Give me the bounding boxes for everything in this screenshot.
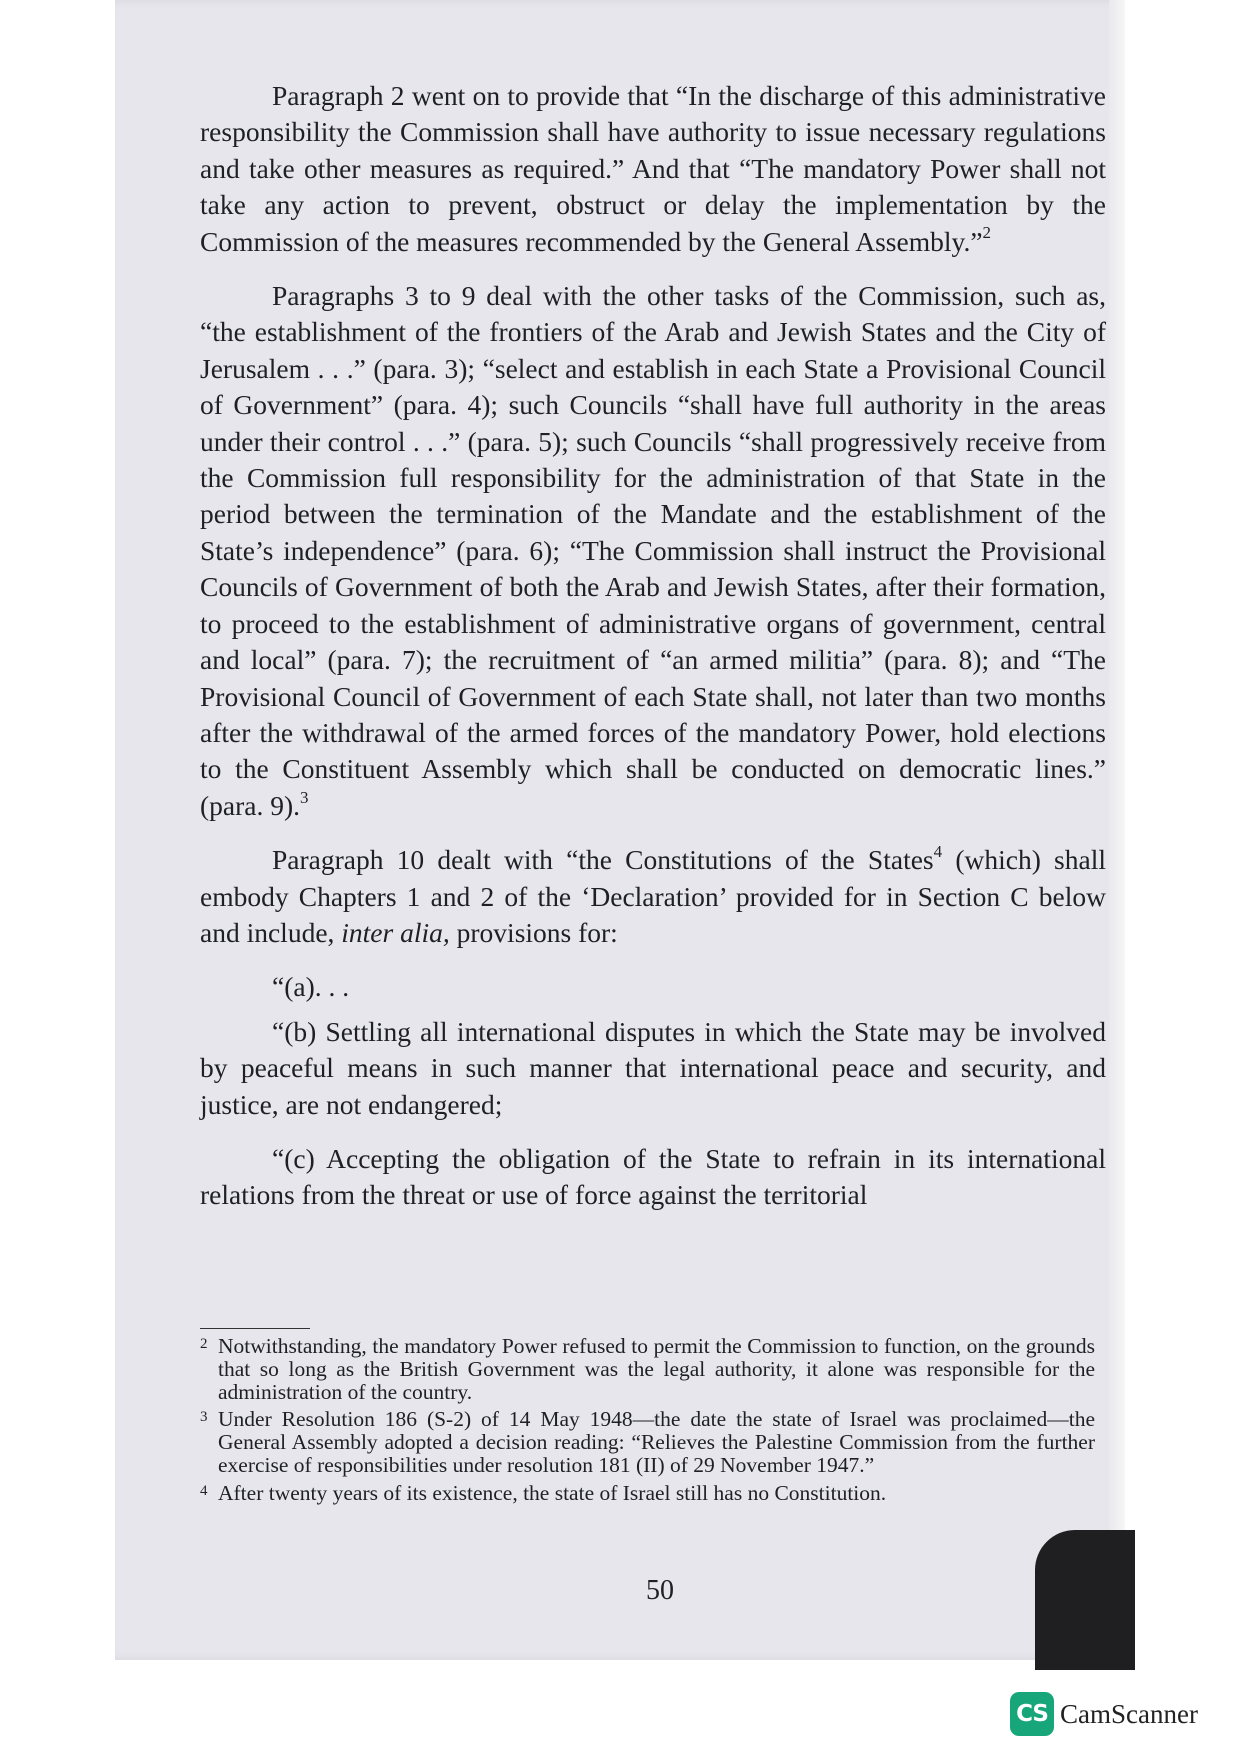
camscanner-logo-icon: CS — [1010, 1692, 1054, 1736]
page-number: 50 — [646, 1575, 674, 1606]
footnote-divider — [200, 1328, 310, 1329]
footnote-text: After twenty years of its existence, the state of Israel still has no Constitution. — [218, 1480, 887, 1505]
paragraph-para-2: Paragraph 2 went on to provide that “In the discharge of this administrative responsibility the Commission shall have authority to issue necessary regulations and take other measures as required.” And that “The mandatory Power shall not take any action to prevent, obstruct or delay the implementation by the Commission of the measures recommended by the General Assembly.”$^2$ — [200, 80, 1106, 257]
footnote-ref-4: 4 — [933, 841, 943, 861]
clause-b: “(b) Settling all international disputes in which the State may be involved by peaceful means in such manner that international peace and security, and justice, are not endangered; — [200, 1015, 1106, 1120]
clause-c: “(c) Accepting the obligation of the State to refrain in its international relations from the threat or use of force against the territorial — [200, 1142, 1106, 1211]
footnote-ref-3: 3 — [300, 787, 309, 807]
footnote-ref-2: 2 — [982, 223, 992, 243]
italic-phrase: inter alia, — [341, 916, 450, 948]
scanner-thumb-shadow — [1035, 1530, 1135, 1670]
footnote-2 — [200, 1335, 1095, 1403]
footnote-number: 3 — [200, 1409, 208, 1426]
footnotes — [200, 1335, 1095, 1510]
camscanner-label: CamScanner — [1060, 1698, 1198, 1729]
footnote-number: 2 — [200, 1336, 208, 1352]
footnote-text: Under Resolution 186 (S-2) of 14 May 1948—the date the state of Israel was proclaimed—the General Assembly adopted a decision reading: “Relieves the Palestine Commission from the further exercise of responsibilities under resolution 181 (II) of 29 November 1947.” — [218, 1407, 1095, 1477]
camscanner-watermark — [1010, 1692, 1198, 1736]
footnote-3 — [200, 1408, 1095, 1476]
body-text — [200, 78, 1106, 1232]
clause-a: “(a). . . — [272, 971, 350, 1003]
footnote-4 — [200, 1482, 1095, 1505]
page-edge-shadow — [1109, 0, 1125, 1660]
footnote-number: 4 — [200, 1482, 208, 1499]
paragraph-paras-3-9: Paragraphs 3 to 9 deal with the other tasks of the Commission, such as, “the establishment of the frontiers of the Arab and Jewish States and the City of Jerusalem . . .” (para. 3); “select and establish in each State a Provisional Council of Government” (para. 4); such Councils “shall have full authority in the areas under their control . . .” (para. 5); such Councils “shall progressively receive from the Commission full responsibility for the administration of that State in the period between the termination of the Mandate and the establishment of the State’s independence” (para. 6); “The Commission shall instruct the Provisional Councils of Government of both the Arab and Jewish States, after their formation, to proceed to the establishment of administrative organs of government, central and local” (para. 7); the recruitment of “an armed militia” (para. 8); and “The Provisional Council of Government of each State shall, not later than two months after the withdrawal of the armed forces of the mandatory Power, hold elections to the Constituent Assembly which shall be conducted on democratic lines.” (para. 9).$^3$ — [200, 280, 1106, 821]
footnote-text: Notwithstanding, the mandatory Power refused to permit the Commission to function, on the grounds that so long as the British Government was the legal authority, it alone was responsible for the administration of the country. — [218, 1334, 1095, 1404]
paragraph-para-10: Paragraph 10 dealt with “the Constitutions of the States$^4$ (which) shall embody Chapters 1 and 2 of the ‘Declaration’ provided for in Section C below and include, inter alia, provisions for: — [200, 841, 1106, 948]
